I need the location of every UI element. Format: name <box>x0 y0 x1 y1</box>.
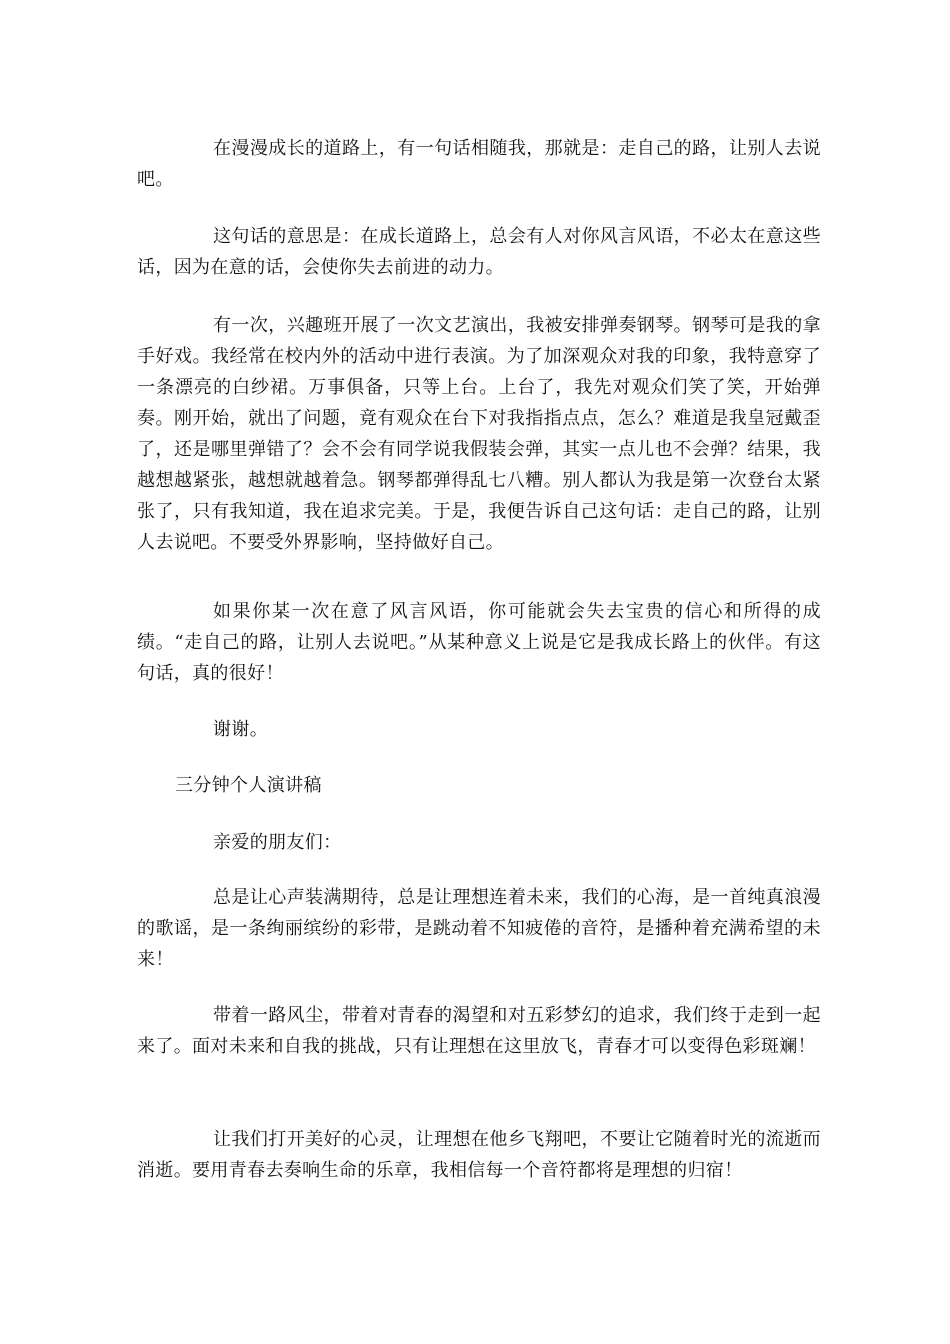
salutation: 亲爱的朋友们： <box>213 832 342 853</box>
paragraph-4: 如果你某一次在意了风言风语，你可能就会失去宝贵的信心和所得的成绩。“走自己的路，让别人去说吧。”从某种意义上说是它是我成长路上的伙伴。有这句话，真的很好！ <box>137 601 821 684</box>
closing-thanks: 谢谢。 <box>213 719 269 740</box>
paragraph-3: 有一次，兴趣班开展了一次文艺演出，我被安排弹奏钢琴。钢琴可是我的拿手好戏。我经常在校内外的活动中进行表演。为了加深观众对我的印象，我特意穿了一条漂亮的白纱裙。万事俱备，只等上台。上台了，我先对观众们笑了笑，开始弹奏。刚开始，就出了问题，竟有观众在台下对我指指点点，怎么？难道是我皇冠戴歪了，还是哪里弹错了？会不会有同学说我假装会弹，其实一点儿也不会弹？结果，我越想越紧张，越想就越着急。钢琴都弹得乱七八糟。别人都认为我是第一次登台太紧张了，只有我知道，我在追求完美。于是，我便告诉自己这句话：走自己的路，让别人去说吧。不要受外界影响，坚持做好自己。 <box>137 315 821 553</box>
speech-title: 三分钟个人演讲稿 <box>175 775 322 796</box>
paragraph-7: 让我们打开美好的心灵，让理想在他乡飞翔吧，不要让它随着时光的流逝而消逝。要用青春去奏响生命的乐章，我相信每一个音符都将是理想的归宿！ <box>137 1129 821 1181</box>
paragraph-1: 在漫漫成长的道路上，有一句话相随我，那就是：走自己的路，让别人去说吧。 <box>137 138 821 190</box>
paragraph-5: 总是让心声装满期待，总是让理想连着未来，我们的心海，是一首纯真浪漫的歌谣，是一条绚丽缤纷的彩带，是跳动着不知疲倦的音符，是播种着充满希望的未来！ <box>137 887 821 970</box>
paragraph-6: 带着一路风尘，带着对青春的渴望和对五彩梦幻的追求，我们终于走到一起来了。面对未来和自我的挑战，只有让理想在这里放飞，青春才可以变得色彩斑斓！ <box>137 1005 821 1057</box>
paragraph-2: 这句话的意思是：在成长道路上，总会有人对你风言风语，不必太在意这些话，因为在意的话，会使你失去前进的动力。 <box>137 226 821 278</box>
